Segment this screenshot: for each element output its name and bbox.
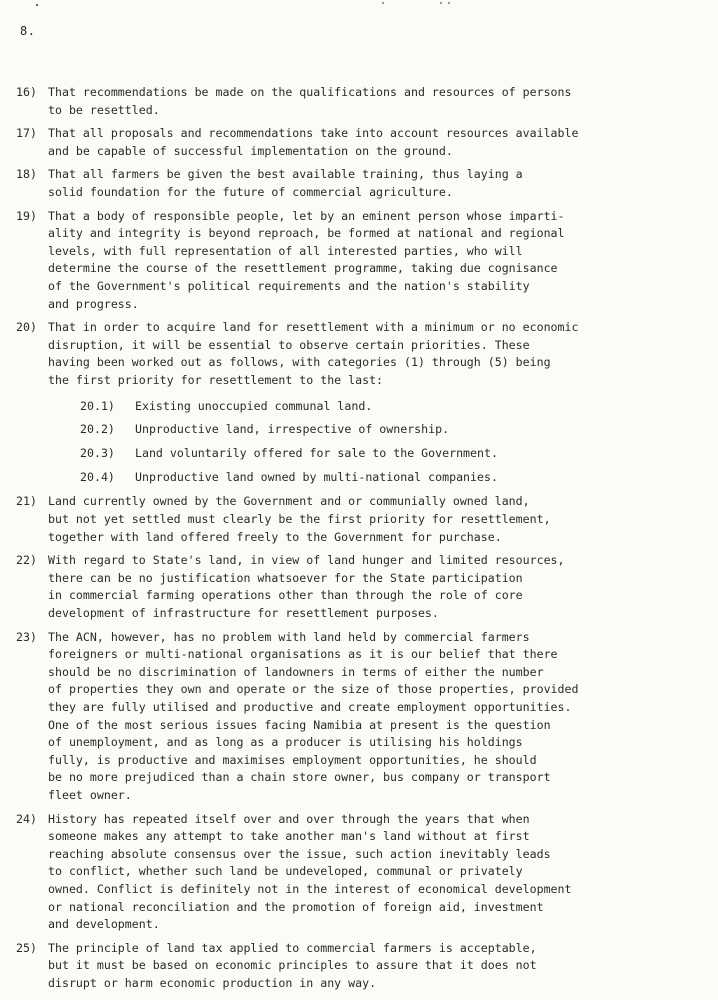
item-number: 22)	[16, 553, 37, 568]
item-number: 18)	[16, 167, 37, 182]
page-number: 8.	[20, 24, 36, 38]
item-text: That recommendations be made on the qualifications and resources of persons to be resettled.	[48, 85, 572, 117]
item-text: That in order to acquire land for resettlement with a minimum or no economic disruption, it will be essential to observe certain priorities. These having been worked out as follows, with categories (1) through (5) being the first priority for resettlement to the last:	[48, 320, 579, 387]
sub-item-text: Land voluntarily offered for sale to the Government.	[134, 446, 498, 461]
scan-artifact	[378, 2, 458, 6]
sub-item-text: Existing unoccupied communal land.	[134, 398, 373, 413]
item-text: That a body of responsible people, let by an eminent person whose imparti- ality and integrity is beyond reproach, be formed at national and regional levels, with full representation of all interested parties, who will determine the course of the resettlement programme, taking due cognisance of the Government's political requirements and the nation's stability and progress.	[48, 208, 565, 311]
item-text: That all proposals and recommendations take into account resources available and be capable of successful implementation on the ground.	[48, 126, 579, 158]
item-number: 16)	[16, 85, 37, 99]
sub-item-number: 20.4)	[80, 470, 115, 485]
sub-item-text: Unproductive land, irrespective of ownership.	[134, 422, 450, 437]
sub-item	[80, 421, 628, 439]
item-number: 24)	[16, 811, 37, 826]
item-text: Land currently owned by the Government and or communially owned land, but not yet settled must clearly be the first priority for resettlement, together with land offered freely to the Government for purchase.	[48, 494, 551, 544]
list-item	[16, 319, 628, 487]
sub-item-number: 20.3)	[80, 446, 115, 461]
list-item	[16, 84, 628, 119]
list-item	[16, 940, 628, 993]
sub-item	[80, 398, 628, 416]
scan-speck	[36, 4, 38, 6]
sub-item-number: 20.2)	[80, 422, 115, 437]
sub-item-text: Unproductive land owned by multi-national companies.	[134, 470, 498, 485]
item-number: 19)	[16, 208, 37, 223]
list-item	[16, 493, 628, 546]
sub-list	[48, 398, 628, 488]
list-item	[16, 629, 628, 805]
sub-item	[80, 469, 628, 487]
list-item	[16, 811, 628, 934]
sub-item-number: 20.1)	[80, 398, 115, 413]
list-item	[16, 166, 628, 201]
numbered-list	[16, 84, 628, 998]
item-text: History has repeated itself over and over through the years that when someone makes any attempt to take another man's land without at first reaching absolute consensus over the issue, such action inevitably leads to conflict, whether such land be undeveloped, communal or privately owned. Conflict is definitely not in the interest of economical development or national reconciliation and the promotion of foreign aid, investment and development.	[48, 811, 572, 932]
item-number: 17)	[16, 126, 37, 141]
item-number: 23)	[16, 629, 37, 644]
list-item	[16, 125, 628, 160]
item-text: The principle of land tax applied to commercial farmers is acceptable, but it must be based on economic principles to assure that it does not disrupt or harm economic production in any way.	[48, 940, 537, 990]
item-number: 21)	[16, 494, 37, 509]
item-text: With regard to State's land, in view of land hunger and limited resources, there can be no justification whatsoever for the State participation in commercial farming operations other than through the role of core development of infrastructure for resettlement purposes.	[48, 553, 565, 620]
list-item	[16, 552, 628, 622]
item-text: The ACN, however, has no problem with land held by commercial farmers foreigners or multi-national organisations as it is our belief that there should be no discrimination of landowners in terms of either the number of properties they own and operate or the size of those properties, provided they are fully utilised and productive and create employment opportunities. One of the most serious issues facing Namibia at present is the question of unemployment, and as long as a producer is utilising his holdings fully, is productive and maximises employment opportunities, he should be no more prejudiced than a chain store owner, bus company or transport fleet owner.	[48, 629, 579, 802]
item-text: That all farmers be given the best available training, thus laying a solid foundation for the future of commercial agriculture.	[48, 167, 523, 199]
item-number: 25)	[16, 940, 37, 955]
sub-item	[80, 445, 628, 463]
item-number: 20)	[16, 320, 37, 335]
list-item	[16, 208, 628, 314]
